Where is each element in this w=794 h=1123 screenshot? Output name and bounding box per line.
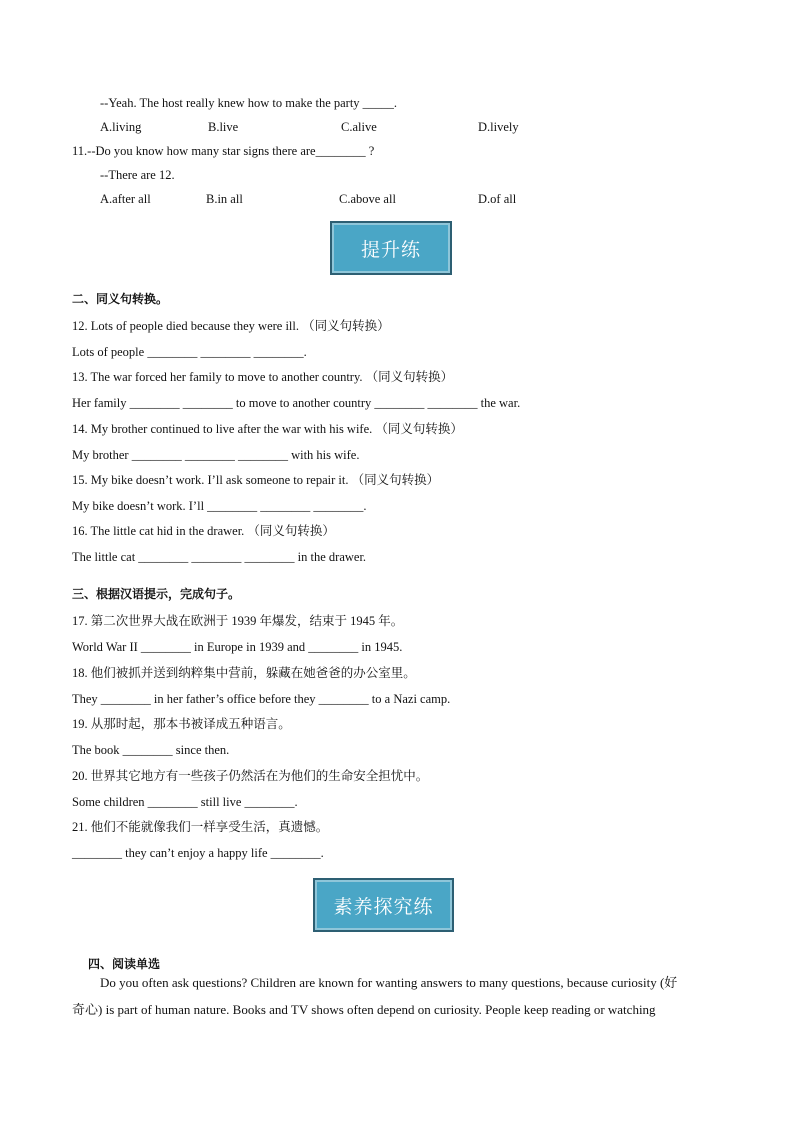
q18-answer: They ________ in her father’s office before they ________ to a Nazi camp. xyxy=(72,692,451,706)
q17-answer: World War II ________ in Europe in 1939 and ________ in 1945. xyxy=(72,640,403,654)
reading-paragraph-line2: 奇心) is part of human nature. Books and TV shows often depend on curiosity. People keep reading or watching xyxy=(72,1002,656,1017)
section-banner-advanced: 提升练 xyxy=(330,221,452,275)
q13-question: 13. The war forced her family to move to another country. （同义句转换） xyxy=(72,370,454,384)
q12-question: 12. Lots of people died because they were ill. （同义句转换） xyxy=(72,319,390,333)
q14-answer: My brother ________ ________ ________ with his wife. xyxy=(72,448,360,462)
section4-heading: 四、阅读单选 xyxy=(88,957,161,971)
section2-heading: 二、同义句转换。 xyxy=(72,292,169,306)
q19-answer: The book ________ since then. xyxy=(72,743,230,757)
q10-option-c: C.alive xyxy=(341,120,377,134)
q11-option-c: C.above all xyxy=(339,192,396,206)
section3-heading: 三、根据汉语提示，完成句子。 xyxy=(72,587,241,601)
q10-option-a: A.living xyxy=(100,120,142,134)
q10-answer-line: --Yeah. The host really knew how to make the party _____. xyxy=(100,96,398,110)
q19-question: 19. 从那时起，那本书被译成五种语言。 xyxy=(72,717,291,731)
q10-option-d: D.lively xyxy=(478,120,519,134)
q21-answer: ________ they can’t enjoy a happy life ________. xyxy=(72,846,324,860)
q20-question: 20. 世界其它地方有一些孩子仍然活在为他们的生命安全担忧中。 xyxy=(72,769,429,783)
q10-option-b: B.live xyxy=(208,120,239,134)
section-banner-literacy: 素养探究练 xyxy=(313,878,454,932)
q11-option-d: D.of all xyxy=(478,192,517,206)
q16-question: 16. The little cat hid in the drawer. （同义句转换） xyxy=(72,524,335,538)
q13-answer: Her family ________ ________ to move to another country ________ ________ the war. xyxy=(72,396,521,410)
q15-answer: My bike doesn’t work. I’ll ________ ________ ________. xyxy=(72,499,367,513)
q14-question: 14. My brother continued to live after the war with his wife. （同义句转换） xyxy=(72,422,463,436)
q12-answer: Lots of people ________ ________ ________. xyxy=(72,345,307,359)
q11-option-b: B.in all xyxy=(206,192,243,206)
q15-question: 15. My bike doesn’t work. I’ll ask someone to repair it. （同义句转换） xyxy=(72,473,440,487)
q20-answer: Some children ________ still live ________. xyxy=(72,795,298,809)
q11-option-a: A.after all xyxy=(100,192,151,206)
q16-answer: The little cat ________ ________ ________ in the drawer. xyxy=(72,550,367,564)
q11-question: 11.--Do you know how many star signs there are________ ? xyxy=(72,144,375,158)
q11-answer: --There are 12. xyxy=(100,168,175,182)
q21-question: 21. 他们不能就像我们一样享受生活，真遗憾。 xyxy=(72,820,329,834)
reading-paragraph-line1: Do you often ask questions? Children are known for wanting answers to many questions, because curiosity (好 xyxy=(100,975,678,990)
q17-question: 17. 第二次世界大战在欧洲于 1939 年爆发，结束于 1945 年。 xyxy=(72,614,404,628)
q18-question: 18. 他们被抓并送到纳粹集中营前，躲藏在她爸爸的办公室里。 xyxy=(72,666,416,680)
